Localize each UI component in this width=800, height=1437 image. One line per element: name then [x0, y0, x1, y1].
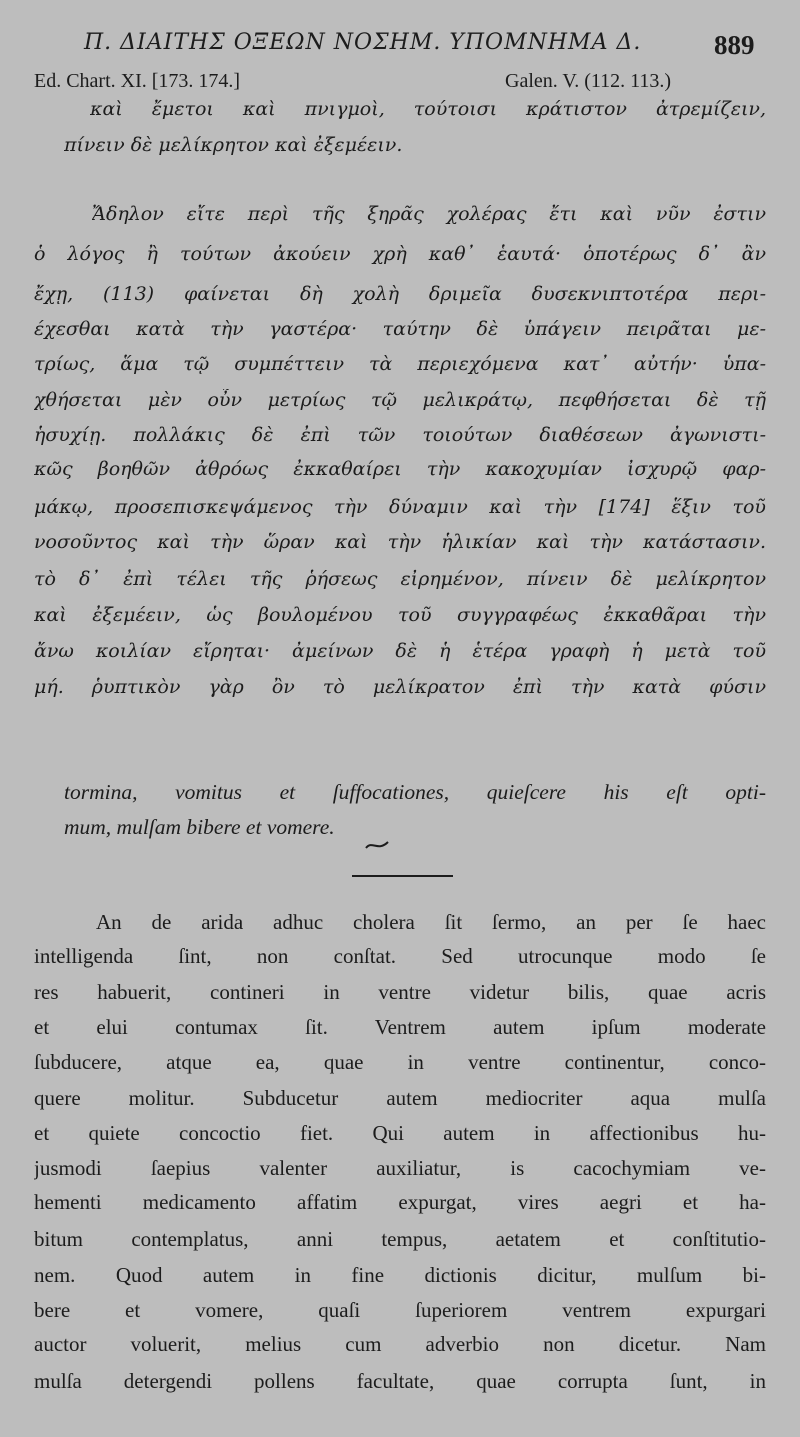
- latin-commentary-line: quere molitur. Subducetur autem mediocriter aqua mulſa: [34, 1086, 766, 1110]
- section-divider: [352, 875, 453, 877]
- page-number: 889: [714, 30, 755, 60]
- latin-commentary-line: hementi medicamento affatim expurgat, vires aegri et ha-: [34, 1190, 766, 1214]
- latin-commentary-line: auctor voluerit, melius cum adverbio non dicetur. Nam: [34, 1332, 766, 1356]
- greek-commentary-line: ὁ λόγος ἢ τούτων ἀκούειν χρὴ καθ᾽ ἑαυτά· ὁποτέρως δ᾽ ἂν: [34, 243, 766, 265]
- greek-commentary-line: μή. ῥυπτικὸν γὰρ ὂν τὸ μελίκρατον ἐπὶ τὴν κατὰ φύσιν: [34, 676, 766, 698]
- greek-commentary-line: τρίως, ἅμα τῷ συμπέττειν τὰ περιεχόμενα κατ᾽ αὐτήν· ὑπα-: [34, 353, 766, 375]
- latin-commentary-line: res habuerit, contineri in ventre videtur bilis, quae acris: [34, 980, 766, 1004]
- edition-reference-right: Galen. V. (112. 113.): [505, 70, 672, 92]
- latin-commentary-line: An de arida adhuc cholera ſit ſermo, an per ſe haec: [96, 910, 766, 934]
- greek-commentary-line: ἡσυχίῃ. πολλάκις δὲ ἐπὶ τῶν τοιούτων διαθέσεων ἀγωνιστι-: [34, 424, 766, 446]
- running-head: Π. ΔΙΑΙΤΗΣ ΟΞΕΩΝ ΝΟΣΗΜ. ΥΠΟΜΝΗΜΑ Δ.: [84, 30, 642, 55]
- ink-mark: [364, 838, 390, 852]
- latin-aphorism-line: mum, mulſam bibere et vomere.: [64, 815, 335, 839]
- latin-commentary-line: ſubducere, atque ea, quae in ventre continentur, conco-: [34, 1050, 766, 1074]
- greek-commentary-line: Ἄδηλον εἴτε περὶ τῆς ξηρᾶς χολέρας ἔτι καὶ νῦν ἐστιν: [92, 203, 766, 225]
- greek-commentary-line: ἄνω κοιλίαν εἴρηται· ἀμείνων δὲ ἡ ἑτέρα γραφὴ ἡ μετὰ τοῦ: [34, 640, 766, 662]
- greek-commentary-line: έχεσθαι κατὰ τὴν γαστέρα· ταύτην δὲ ὑπάγειν πειρᾶται με-: [34, 318, 766, 340]
- greek-aphorism-line: καὶ ἔμετοι καὶ πνιγμοὶ, τούτοισι κράτιστον ἀτρεμίζειν,: [90, 98, 766, 120]
- greek-aphorism-line: πίνειν δὲ μελίκρητον καὶ ἐξεμέειν.: [64, 134, 403, 156]
- latin-commentary-line: jusmodi ſaepius valenter auxiliatur, is cacochymiam ve-: [34, 1156, 766, 1180]
- latin-commentary-line: mulſa detergendi pollens facultate, quae corrupta ſunt, in: [34, 1369, 766, 1393]
- greek-commentary-line: κῶς βοηθῶν ἀθρόως ἐκκαθαίρει τὴν κακοχυμίαν ἰσχυρῷ φαρ-: [34, 458, 766, 480]
- greek-commentary-line: μάκῳ, προσεπισκεψάμενος τὴν δύναμιν καὶ τὴν [174] ἕξιν τοῦ: [34, 496, 766, 518]
- latin-commentary-line: et quiete concoctio fiet. Qui autem in affectionibus hu-: [34, 1121, 766, 1145]
- latin-commentary-line: nem. Quod autem in fine dictionis dicitur, mulſum bi-: [34, 1263, 766, 1287]
- latin-commentary-line: intelligenda ſint, non conſtat. Sed utrocunque modo ſe: [34, 944, 766, 968]
- greek-commentary-line: νοσοῦντος καὶ τὴν ὥραν καὶ τὴν ἡλικίαν καὶ τὴν κατάστασιν.: [34, 531, 766, 553]
- latin-commentary-line: bitum contemplatus, anni tempus, aetatem et conſtitutio-: [34, 1227, 766, 1251]
- latin-commentary-line: bere et vomere, quaſi ſuperiorem ventrem expurgari: [34, 1298, 766, 1322]
- latin-commentary-line: et elui contumax ſit. Ventrem autem ipſum moderate: [34, 1015, 766, 1039]
- greek-commentary-line: καὶ ἐξεμέειν, ὡς βουλομένου τοῦ συγγραφέως ἐκκαθᾶραι τὴν: [34, 604, 766, 626]
- edition-reference-left: Ed. Chart. XI. [173. 174.]: [34, 70, 241, 92]
- greek-commentary-line: χθήσεται μὲν οὖν μετρίως τῷ μελικράτῳ, πεφθήσεται δὲ τῇ: [34, 389, 766, 411]
- greek-commentary-line: ἔχῃ, (113) φαίνεται δὴ χολὴ δριμεῖα δυσεκνιπτοτέρα περι-: [34, 283, 766, 305]
- latin-aphorism-line: tormina, vomitus et ſuffocationes, quieſcere his eſt opti-: [64, 780, 766, 804]
- greek-commentary-line: τὸ δ᾽ ἐπὶ τέλει τῆς ῥήσεως εἰρημένον, πίνειν δὲ μελίκρητον: [34, 568, 766, 590]
